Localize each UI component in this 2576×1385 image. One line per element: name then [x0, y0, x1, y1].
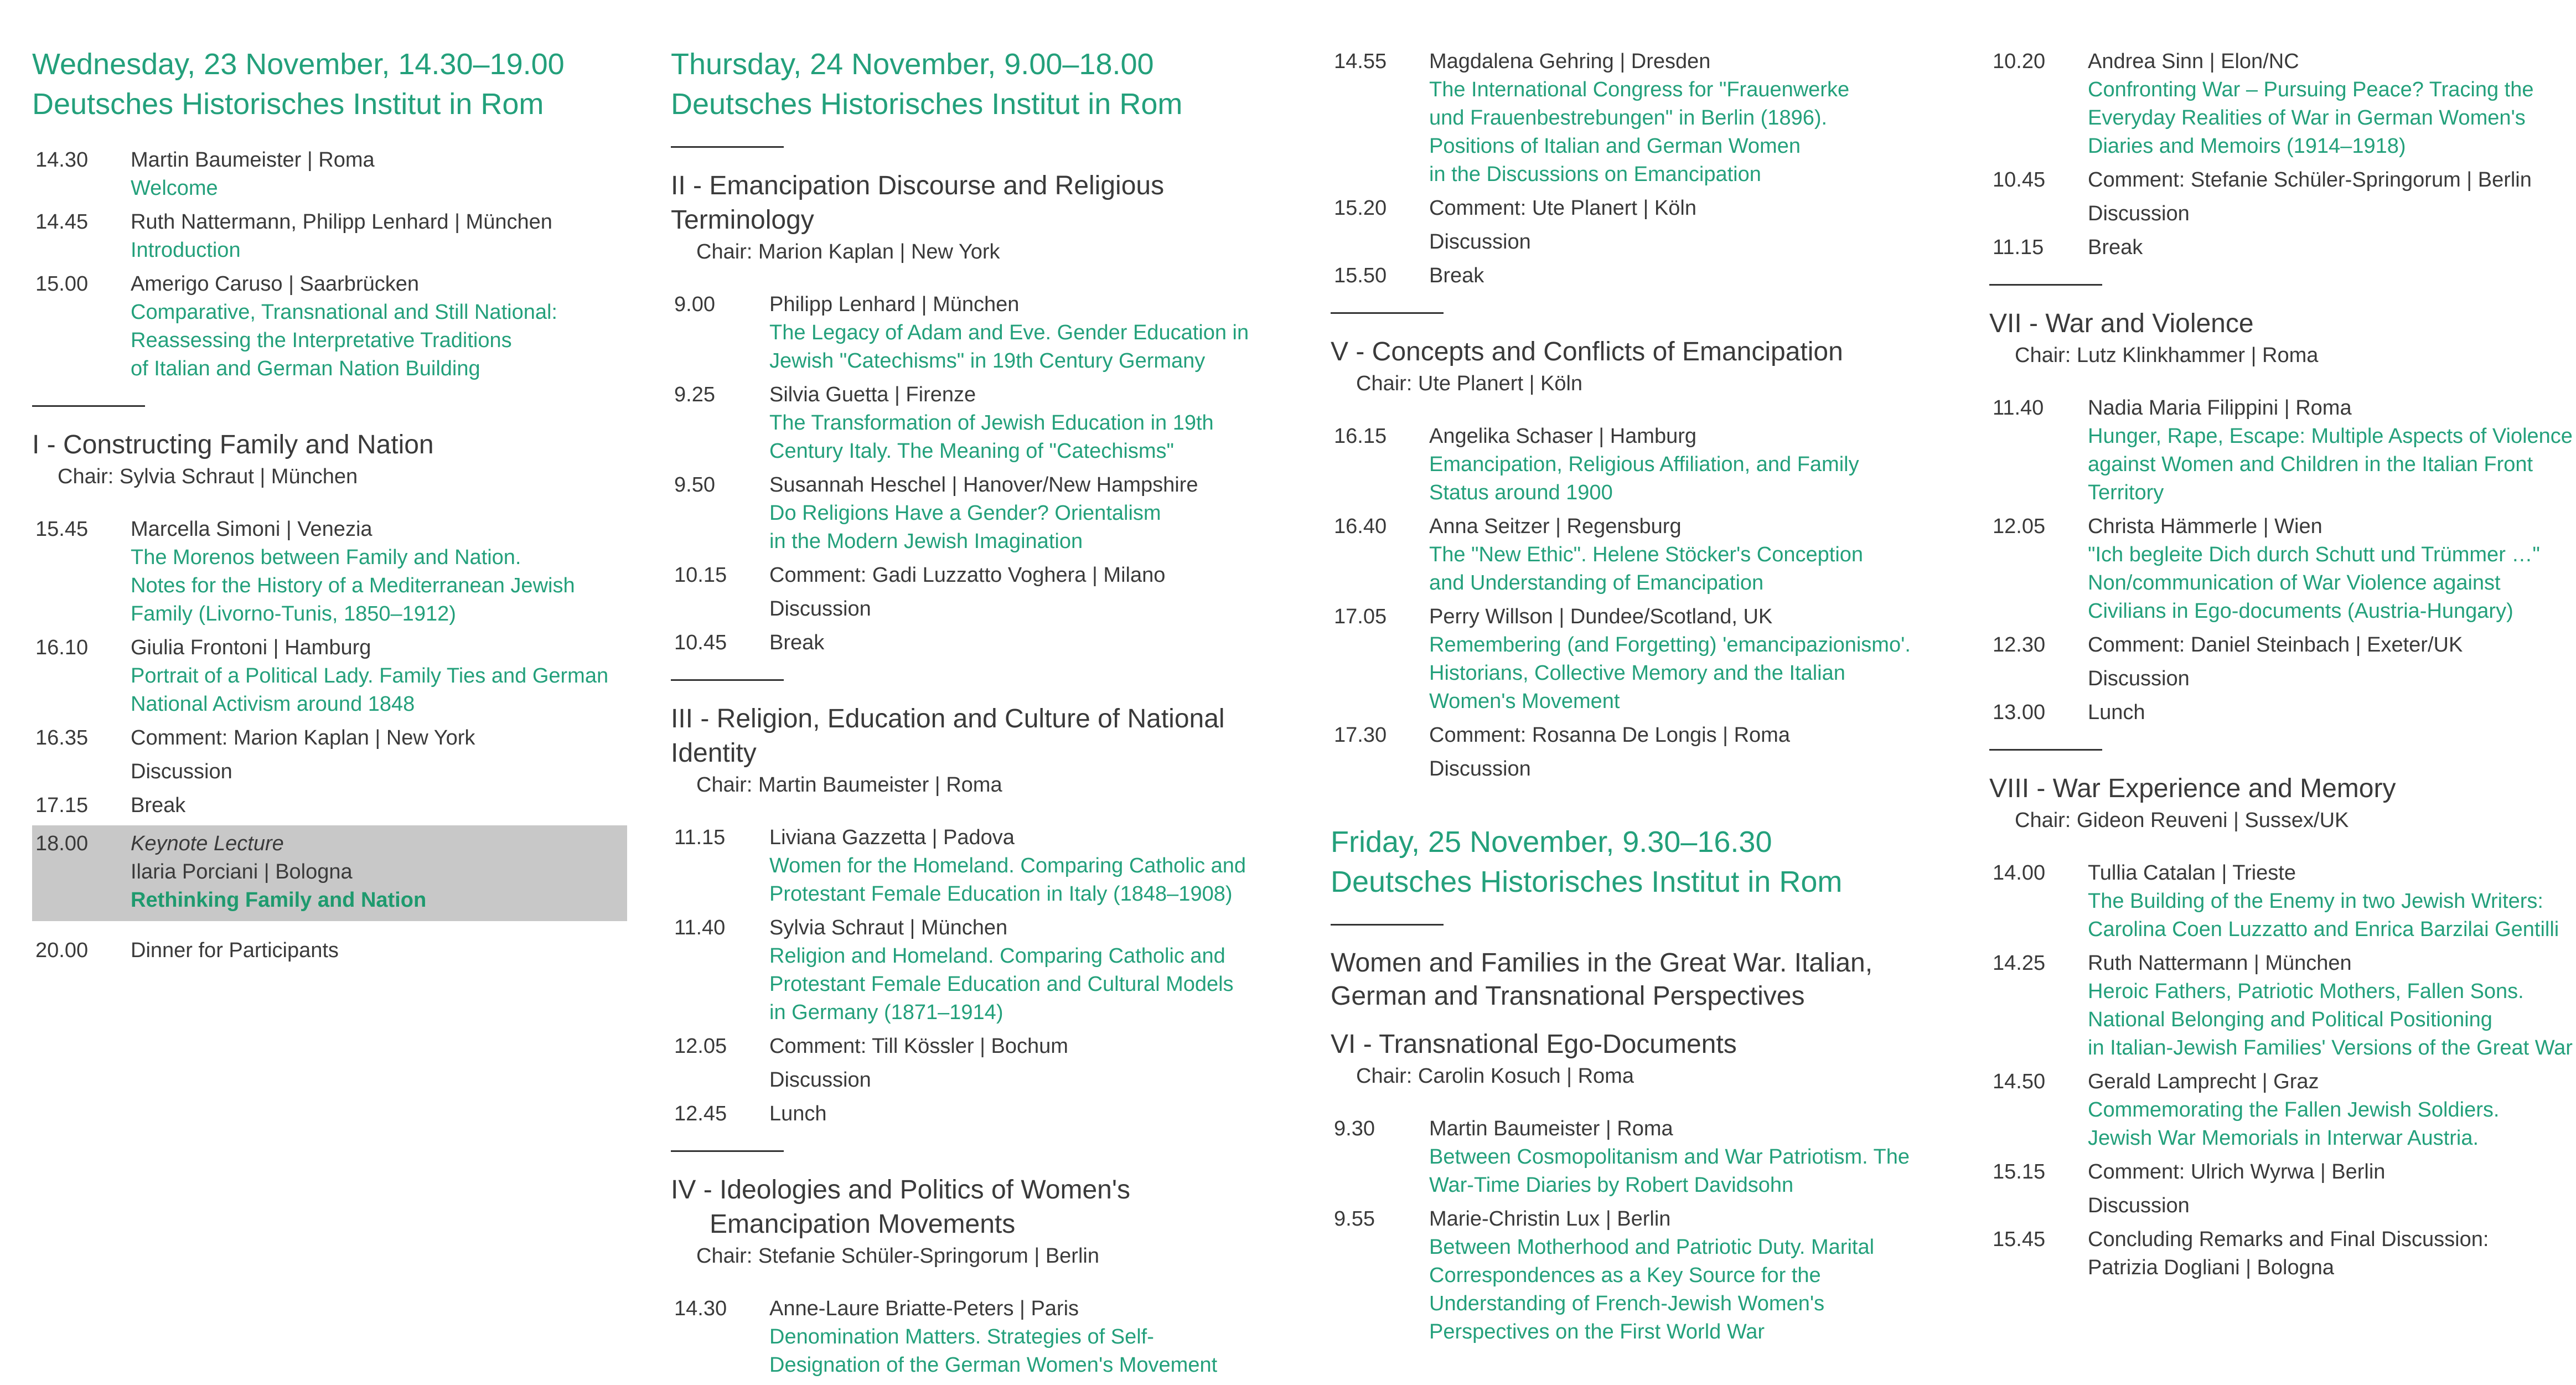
- session-time: 10.45: [1993, 168, 2046, 192]
- session-speaker: Break: [1429, 264, 1484, 287]
- session-title-line: Designation of the German Women's Movement: [769, 1353, 1218, 1377]
- session-title-line: National Belonging and Political Positioning: [2088, 1008, 2492, 1031]
- session-title-line: The Morenos between Family and Nation.: [131, 546, 521, 569]
- session-time: 9.30: [1334, 1117, 1375, 1140]
- session-title-line: Century Italy. The Meaning of "Catechisms": [769, 440, 1174, 463]
- session-time: 14.45: [35, 210, 89, 234]
- session-speaker: Lunch: [2088, 701, 2145, 724]
- session-speaker: Comment: Ulrich Wyrwa | Berlin: [2088, 1160, 2386, 1184]
- session-item: [1989, 859, 2576, 944]
- session-time: 12.05: [674, 1035, 727, 1058]
- session-title-line: in Italian-Jewish Families' Versions of the Great War: [2088, 1036, 2573, 1060]
- session-item: [1331, 1205, 1945, 1346]
- session-time: 13.00: [1993, 701, 2046, 724]
- session-title-line: Positions of Italian and German Women: [1429, 135, 1801, 158]
- session-title-line: Remembering (and Forgetting) 'emancipazionismo'.: [1429, 633, 1911, 657]
- session-title-line: Understanding of French-Jewish Women's: [1429, 1292, 1825, 1315]
- session-title-line: in the Discussions on Emancipation: [1429, 163, 1761, 186]
- session-title-line: Religion and Homeland. Comparing Catholic and: [769, 944, 1225, 968]
- divider: [1331, 312, 1444, 314]
- day-heading-thursday: [671, 44, 1271, 124]
- session-time: 10.20: [1993, 50, 2046, 73]
- section-title: VIII - War Experience and Memory: [1989, 774, 2396, 803]
- divider: [1989, 749, 2102, 751]
- section-title: V - Concepts and Conflicts of Emancipation: [1331, 337, 1843, 366]
- session-item: [671, 1032, 1271, 1094]
- session-title-line: against Women and Children in the Italian Front: [2088, 453, 2533, 476]
- session-speaker: Ilaria Porciani | Bologna: [131, 860, 353, 883]
- session-discussion: Discussion: [2088, 1194, 2190, 1217]
- section-chair: Chair: Martin Baumeister | Roma: [696, 773, 1002, 797]
- day-venue: Deutsches Historisches Institut in Rom: [1331, 865, 1843, 898]
- session-title-line: Between Cosmopolitanism and War Patriotism. The: [1429, 1145, 1910, 1169]
- day-heading-wednesday: [32, 44, 627, 124]
- session-discussion: Discussion: [769, 1068, 871, 1092]
- session-list: [1989, 48, 2576, 262]
- session-time: 11.15: [674, 826, 726, 849]
- session-title-line: and Understanding of Emancipation: [1429, 571, 1764, 595]
- session-time: 10.45: [674, 631, 727, 654]
- column-1: [32, 44, 627, 970]
- session-speaker: Ruth Nattermann | München: [2088, 952, 2352, 975]
- session-speaker: Anne-Laure Briatte-Peters | Paris: [769, 1297, 1079, 1320]
- session-speaker: Break: [131, 794, 186, 817]
- section-title: I - Constructing Family and Nation: [32, 430, 434, 459]
- session-title-line: National Activism around 1848: [131, 692, 415, 716]
- session-time: 9.50: [674, 473, 715, 497]
- day-date: Thursday, 24 November, 9.00–18.00: [671, 48, 1154, 81]
- session-discussion: Discussion: [2088, 202, 2190, 225]
- keynote-box: [32, 825, 627, 921]
- session-time: 16.15: [1334, 425, 1387, 448]
- session-time: 16.40: [1334, 515, 1387, 538]
- session-title-line: Hunger, Rape, Escape: Multiple Aspects of Violence: [2088, 425, 2573, 448]
- session-time: 15.45: [1993, 1228, 2046, 1251]
- session-title-line: Do Religions Have a Gender? Orientalism: [769, 502, 1161, 525]
- session-title-line: The International Congress for "Frauenwerke: [1429, 78, 1850, 101]
- day-venue: Deutsches Historisches Institut in Rom: [671, 87, 1183, 121]
- session-time: 14.25: [1993, 952, 2046, 975]
- session-item: [1989, 1068, 2576, 1153]
- divider: [671, 146, 784, 148]
- section-title: II - Emancipation Discourse and Religious Terminology: [671, 171, 1165, 235]
- session-speaker: Philipp Lenhard | München: [769, 293, 1020, 316]
- session-time: 14.00: [1993, 861, 2046, 885]
- session-item: [1331, 513, 1945, 597]
- divider: [1331, 924, 1444, 926]
- session-title-line: in Germany (1871–1914): [769, 1001, 1003, 1024]
- session-speaker: Comment: Till Kössler | Bochum: [769, 1035, 1068, 1058]
- session-title-line: Reassessing the Interpretative Traditions: [131, 329, 512, 352]
- session-title-line: Territory: [2088, 481, 2164, 504]
- session-speaker: Break: [2088, 236, 2143, 259]
- session-title-line: Comparative, Transnational and Still National:: [131, 301, 557, 324]
- session-time: 15.00: [35, 272, 89, 296]
- session-title-line: Denomination Matters. Strategies of Self-: [769, 1325, 1154, 1348]
- column-3: [1331, 48, 1945, 1352]
- session-title-line: of Italian and German Nation Building: [131, 357, 480, 380]
- session-title-line: Carolina Coen Luzzatto and Enrica Barzilai Gentilli: [2088, 918, 2559, 941]
- session-item: [1331, 194, 1945, 256]
- session-speaker: Ruth Nattermann, Philipp Lenhard | München: [131, 210, 552, 234]
- session-list: [671, 1295, 1271, 1379]
- session-title-line: Portrait of a Political Lady. Family Ties and German: [131, 664, 609, 688]
- column-2: [671, 44, 1271, 1385]
- session-speaker: Tullia Catalan | Trieste: [2088, 861, 2296, 885]
- session-item: [32, 792, 627, 820]
- session-item: [1989, 513, 2576, 626]
- session-time: 10.15: [674, 564, 727, 587]
- section-chair: Chair: Gideon Reuveni | Sussex/UK: [2015, 809, 2349, 832]
- session-speaker: Silvia Guetta | Firenze: [769, 383, 976, 406]
- section-title: III - Religion, Education and Culture of National Identity: [671, 704, 1225, 768]
- session-speaker: Susannah Heschel | Hanover/New Hampshire: [769, 473, 1198, 497]
- session-item: [1989, 949, 2576, 1062]
- keynote-title: Rethinking Family and Nation: [131, 888, 427, 912]
- session-item: [671, 914, 1271, 1027]
- session-title-line: Family (Livorno-Tunis, 1850–1912): [131, 602, 456, 626]
- session-title-line: Civilians in Ego-documents (Austria-Hungary): [2088, 600, 2513, 623]
- session-title-line: "Ich begleite Dich durch Schutt und Trümmer …": [2088, 543, 2540, 566]
- session-time: 11.15: [1993, 236, 2044, 259]
- section-chair: Chair: Stefanie Schüler-Springorum | Berlin: [696, 1244, 1099, 1268]
- session-title-line: Protestant Female Education and Cultural Models: [769, 973, 1234, 996]
- session-title-line: Women's Movement: [1429, 690, 1620, 713]
- session-item: [1989, 48, 2576, 161]
- session-speaker: Nadia Maria Filippini | Roma: [2088, 396, 2352, 420]
- session-time: 15.20: [1334, 197, 1387, 220]
- theme-line: Women and Families in the Great War. Italian,: [1331, 948, 1873, 978]
- session-item: [1331, 48, 1945, 189]
- session-speaker: Liviana Gazzetta | Padova: [769, 826, 1015, 849]
- session-speaker: Martin Baumeister | Roma: [1429, 1117, 1673, 1140]
- session-discussion: Discussion: [2088, 667, 2190, 690]
- section-chair: Chair: Sylvia Schraut | München: [58, 465, 358, 488]
- session-item: [671, 629, 1271, 657]
- session-title-line: The Building of the Enemy in two Jewish Writers:: [2088, 890, 2543, 913]
- session-time: 12.45: [674, 1102, 727, 1125]
- session-item: [671, 471, 1271, 556]
- session-item: [1989, 166, 2576, 228]
- session-time: 12.05: [1993, 515, 2046, 538]
- day-venue: Deutsches Historisches Institut in Rom: [32, 87, 544, 121]
- session-title-line: Protestant Female Education in Italy (1848–1908): [769, 882, 1233, 906]
- session-list: [671, 291, 1271, 657]
- session-speaker: Angelika Schaser | Hamburg: [1429, 425, 1696, 448]
- session-speaker: Anna Seitzer | Regensburg: [1429, 515, 1682, 538]
- session-item: [1331, 422, 1945, 507]
- divider: [1989, 284, 2102, 286]
- session-title-line: Perspectives on the First World War: [1429, 1320, 1765, 1343]
- session-item: [1331, 603, 1945, 716]
- section-title-line: IV - Ideologies and Politics of Women's: [671, 1175, 1131, 1205]
- section-title: VII - War and Violence: [1989, 309, 2254, 338]
- session-time: 17.05: [1334, 605, 1387, 628]
- session-item: [32, 208, 627, 265]
- theme-line: German and Transnational Perspectives: [1331, 981, 1805, 1011]
- session-time: 15.45: [35, 518, 89, 541]
- session-title-line: War-Time Diaries by Robert Davidsohn: [1429, 1174, 1794, 1197]
- section-chair: Chair: Lutz Klinkhammer | Roma: [2015, 344, 2319, 367]
- session-title-line: Emancipation, Religious Affiliation, and Family: [1429, 453, 1859, 476]
- session-speaker: Martin Baumeister | Roma: [131, 148, 375, 172]
- session-speaker: Patrizia Dogliani | Bologna: [2088, 1256, 2335, 1279]
- section-title: [671, 1173, 1271, 1242]
- session-title-line: Commemorating the Fallen Jewish Soldiers.: [2088, 1098, 2500, 1122]
- keynote-label: Keynote Lecture: [131, 832, 284, 855]
- session-item: [671, 561, 1271, 623]
- session-time: 15.50: [1334, 264, 1387, 287]
- session-time: 9.25: [674, 383, 715, 406]
- session-title-line: Introduction: [131, 239, 241, 262]
- session-speaker: Sylvia Schraut | München: [769, 916, 1008, 939]
- session-title-line: The "New Ethic". Helene Stöcker's Conception: [1429, 543, 1864, 566]
- divider: [671, 679, 784, 681]
- session-list: [671, 824, 1271, 1128]
- session-list: [32, 146, 627, 383]
- section-title-line: Emancipation Movements: [710, 1210, 1016, 1239]
- session-item: [1331, 262, 1945, 290]
- session-title-line: Notes for the History of a Mediterranean Jewish: [131, 574, 575, 597]
- section-chair: Chair: Marion Kaplan | New York: [696, 240, 1000, 263]
- session-title-line: Between Motherhood and Patriotic Duty. Marital: [1429, 1236, 1875, 1259]
- session-speaker: Christa Hämmerle | Wien: [2088, 515, 2322, 538]
- session-item: [1989, 1158, 2576, 1220]
- session-item: [1989, 234, 2576, 262]
- session-title-line: The Legacy of Adam and Eve. Gender Education in: [769, 321, 1249, 344]
- session-time: 16.35: [35, 726, 89, 750]
- session-list: [32, 515, 627, 820]
- session-speaker: Concluding Remarks and Final Discussion:: [2088, 1228, 2489, 1251]
- session-list: [1989, 394, 2576, 727]
- session-time: 11.40: [674, 916, 726, 939]
- session-item: [1989, 699, 2576, 727]
- session-title-line: Historians, Collective Memory and the Italian: [1429, 662, 1845, 685]
- section-chair: Chair: Ute Planert | Köln: [1356, 372, 1583, 395]
- column-4: [1989, 48, 2576, 1288]
- session-speaker: Break: [769, 631, 825, 654]
- session-item: [1331, 721, 1945, 783]
- session-time: 14.30: [35, 148, 89, 172]
- session-speaker: Comment: Gadi Luzzatto Voghera | Milano: [769, 564, 1166, 587]
- session-item: [32, 634, 627, 719]
- session-list: [1331, 422, 1945, 783]
- session-title-line: Status around 1900: [1429, 481, 1613, 504]
- conference-theme: [1331, 947, 1945, 1013]
- session-speaker: Comment: Stefanie Schüler-Springorum | Berlin: [2088, 168, 2532, 192]
- session-item: [1989, 1226, 2576, 1282]
- session-item: [671, 824, 1271, 908]
- session-speaker: Magdalena Gehring | Dresden: [1429, 50, 1711, 73]
- day-heading-friday: [1331, 822, 1945, 902]
- session-item: [32, 270, 627, 383]
- session-title-line: Correspondences as a Key Source for the: [1429, 1264, 1821, 1287]
- session-time: 14.55: [1334, 50, 1387, 73]
- session-speaker: Marcella Simoni | Venezia: [131, 518, 373, 541]
- session-discussion: Discussion: [131, 760, 232, 783]
- session-list: [1989, 859, 2576, 1282]
- session-speaker: Andrea Sinn | Elon/NC: [2088, 50, 2299, 73]
- session-speaker: Perry Willson | Dundee/Scotland, UK: [1429, 605, 1773, 628]
- divider: [32, 405, 145, 407]
- session-title-line: Jewish War Memorials in Interwar Austria.: [2088, 1126, 2479, 1150]
- day-date: Wednesday, 23 November, 14.30–19.00: [32, 48, 565, 81]
- session-title-line: Confronting War – Pursuing Peace? Tracing the: [2088, 78, 2534, 101]
- session-speaker: Lunch: [769, 1102, 827, 1125]
- session-speaker: Amerigo Caruso | Saarbrücken: [131, 272, 419, 296]
- session-list: [1331, 48, 1945, 290]
- session-list: [1331, 1115, 1945, 1346]
- session-item: [32, 724, 627, 786]
- session-speaker: Dinner for Participants: [131, 939, 339, 962]
- session-time: 14.30: [674, 1297, 727, 1320]
- session-title-line: Welcome: [131, 177, 218, 200]
- session-time: 17.15: [35, 794, 89, 817]
- session-item: [1989, 394, 2576, 507]
- session-item: [671, 291, 1271, 375]
- session-speaker: Giulia Frontoni | Hamburg: [131, 636, 371, 659]
- session-title-line: und Frauenbestrebungen" in Berlin (1896).: [1429, 106, 1828, 130]
- session-title-line: Non/communication of War Violence against: [2088, 571, 2501, 595]
- session-item: [32, 515, 627, 628]
- session-time: 18.00: [35, 832, 89, 855]
- session-time: 17.30: [1334, 723, 1387, 747]
- session-time: 20.00: [35, 939, 89, 962]
- session-speaker: Comment: Marion Kaplan | New York: [131, 726, 475, 750]
- section-title: VI - Transnational Ego-Documents: [1331, 1030, 1737, 1059]
- session-title-line: Diaries and Memoirs (1914–1918): [2088, 135, 2406, 158]
- session-time: 16.10: [35, 636, 89, 659]
- session-title-line: Women for the Homeland. Comparing Catholic and: [769, 854, 1246, 877]
- session-speaker: Comment: Ute Planert | Köln: [1429, 197, 1696, 220]
- session-item: [671, 1295, 1271, 1379]
- session-time: 14.50: [1993, 1070, 2046, 1093]
- session-item: [32, 146, 627, 203]
- divider: [671, 1150, 784, 1152]
- session-time: 11.40: [1993, 396, 2044, 420]
- section-chair: Chair: Carolin Kosuch | Roma: [1356, 1064, 1634, 1088]
- session-title-line: Everyday Realities of War in German Women's: [2088, 106, 2526, 130]
- session-time: 15.15: [1993, 1160, 2046, 1184]
- session-discussion: Discussion: [769, 597, 871, 621]
- session-speaker: Gerald Lamprecht | Graz: [2088, 1070, 2319, 1093]
- session-item: [671, 381, 1271, 466]
- session-item: [1331, 1115, 1945, 1200]
- session-item: [671, 1100, 1271, 1128]
- session-title-line: Heroic Fathers, Patriotic Mothers, Fallen Sons.: [2088, 980, 2524, 1003]
- day-date: Friday, 25 November, 9.30–16.30: [1331, 825, 1772, 859]
- session-discussion: Discussion: [1429, 757, 1531, 781]
- session-time: 9.55: [1334, 1207, 1375, 1231]
- session-title-line: Jewish "Catechisms" in 19th Century Germany: [769, 349, 1206, 373]
- session-discussion: Discussion: [1429, 230, 1531, 254]
- session-speaker: Comment: Rosanna De Longis | Roma: [1429, 723, 1790, 747]
- session-item: [1989, 631, 2576, 693]
- session-title-line: in the Modern Jewish Imagination: [769, 530, 1083, 553]
- session-speaker: Comment: Daniel Steinbach | Exeter/UK: [2088, 633, 2463, 657]
- session-time: 12.30: [1993, 633, 2046, 657]
- session-speaker: Marie-Christin Lux | Berlin: [1429, 1207, 1671, 1231]
- session-time: 9.00: [674, 293, 715, 316]
- session-title-line: The Transformation of Jewish Education in 19th: [769, 411, 1214, 435]
